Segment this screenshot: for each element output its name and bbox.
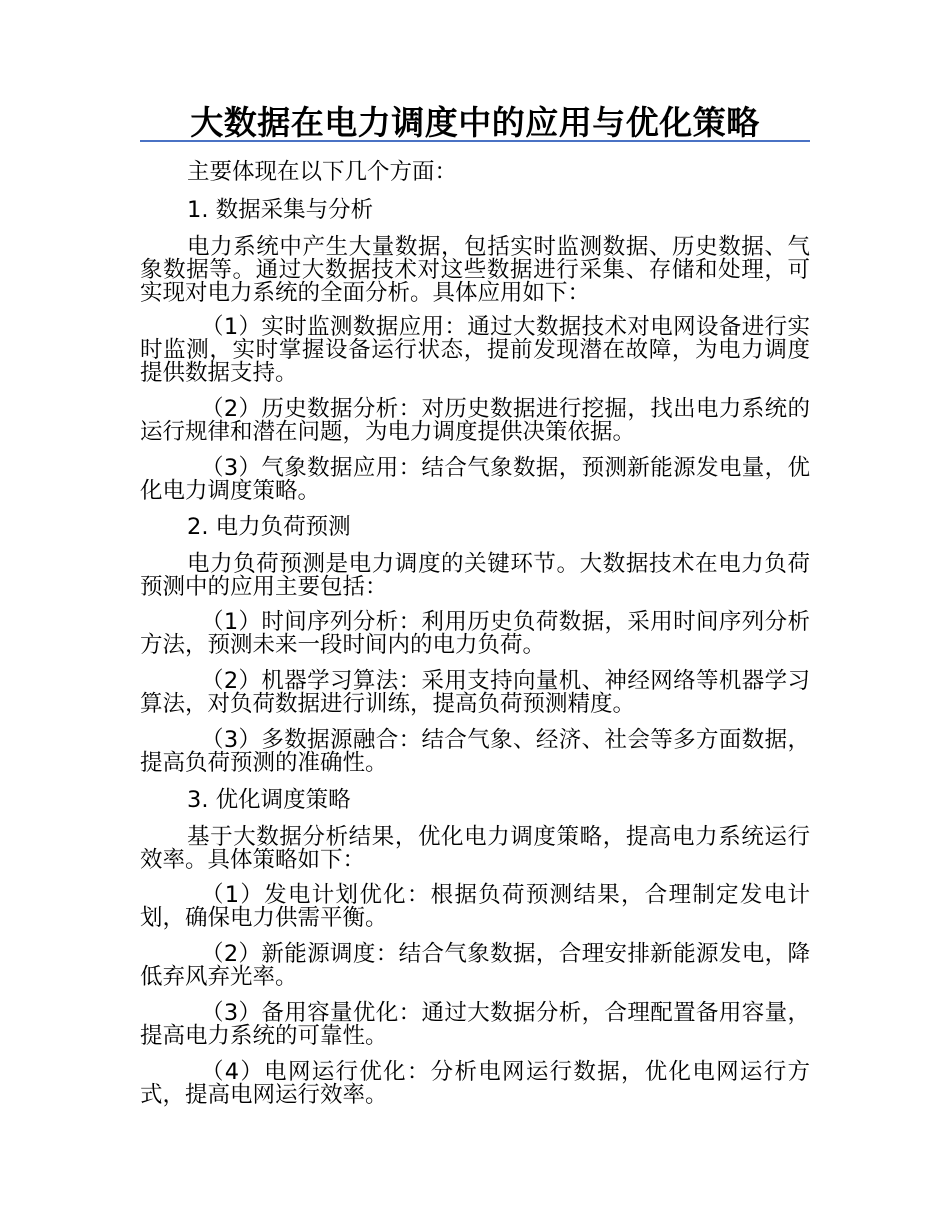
page-title: 大数据在电力调度中的应用与优化策略 bbox=[140, 103, 810, 142]
section-2-item-3: （3）多数据源融合：结合气象、经济、社会等多方面数据，提高负荷预测的准确性。 bbox=[140, 727, 810, 776]
section-3-heading: 3. 优化调度策略 bbox=[187, 787, 351, 813]
section-3-item-1: （1）发电计划优化：根据负荷预测结果，合理制定发电计划，确保电力供需平衡。 bbox=[140, 882, 810, 931]
section-3-item-2: （2）新能源调度：结合气象数据，合理安排新能源发电，降低弃风弃光率。 bbox=[140, 941, 810, 990]
intro-text: 主要体现在以下几个方面： bbox=[187, 159, 458, 185]
section-1-item-2: （2）历史数据分析：对历史数据进行挖掘，找出电力系统的运行规律和潜在问题，为电力调度提供决策依据。 bbox=[140, 396, 810, 445]
section-1-paragraph: 电力系统中产生大量数据，包括实时监测数据、历史数据、气象数据等。通过大数据技术对这些数据进行采集、存储和处理，可实现对电力系统的全面分析。具体应用如下： bbox=[140, 234, 810, 306]
section-1-item-3: （3）气象数据应用：结合气象数据，预测新能源发电量，优化电力调度策略。 bbox=[140, 455, 810, 504]
section-3-item-4: （4）电网运行优化：分析电网运行数据，优化电网运行方式，提高电网运行效率。 bbox=[140, 1059, 810, 1108]
section-3-item-3: （3）备用容量优化：通过大数据分析，合理配置备用容量，提高电力系统的可靠性。 bbox=[140, 1000, 810, 1049]
section-3-paragraph: 基于大数据分析结果，优化电力调度策略，提高电力系统运行效率。具体策略如下： bbox=[140, 824, 810, 873]
section-2-item-1: （1）时间序列分析：利用历史负荷数据，采用时间序列分析方法，预测未来一段时间内的电力负荷。 bbox=[140, 609, 810, 658]
section-1-item-1: （1）实时监测数据应用：通过大数据技术对电网设备进行实时监测，实时掌握设备运行状态，提前发现潜在故障，为电力调度提供数据支持。 bbox=[140, 314, 810, 386]
section-2-paragraph: 电力负荷预测是电力调度的关键环节。大数据技术在电力负荷预测中的应用主要包括： bbox=[140, 551, 810, 600]
section-1-heading: 1. 数据采集与分析 bbox=[187, 197, 374, 223]
section-2-heading: 2. 电力负荷预测 bbox=[187, 514, 351, 540]
section-2-item-2: （2）机器学习算法：采用支持向量机、神经网络等机器学习算法，对负荷数据进行训练，提高负荷预测精度。 bbox=[140, 668, 810, 717]
